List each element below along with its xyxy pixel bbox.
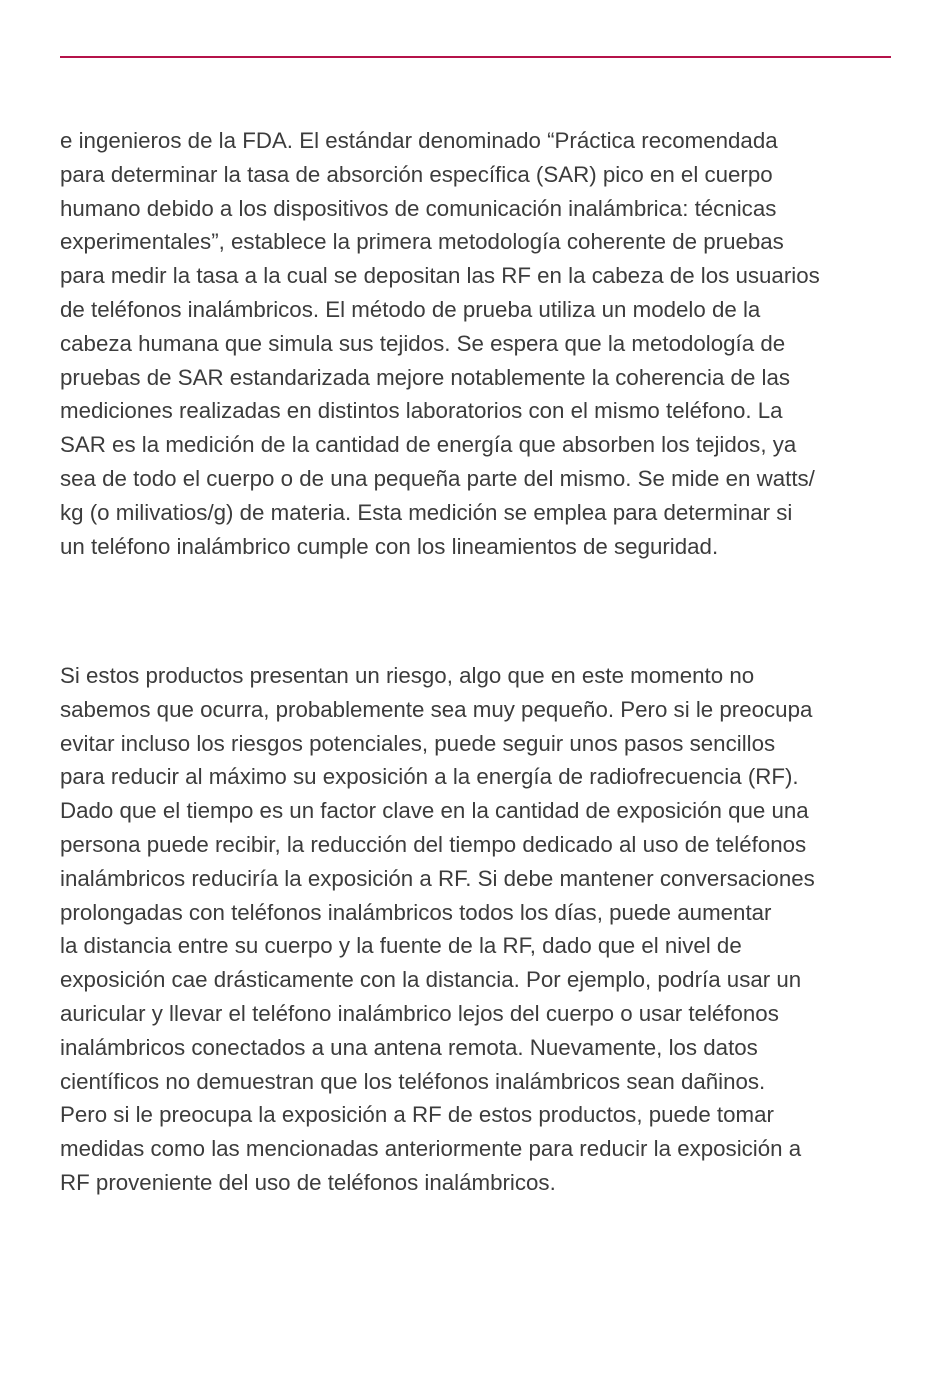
body-paragraph-sar-standard: e ingenieros de la FDA. El estándar denominado “Práctica recomendada para determinar la tasa de absorción específica (SAR) pico en el cuerpo humano debido a los dispositivos de comunicación inalámbrica: técnicas experimentales”, establece la primera metodología coherente de pruebas para medir la tasa a la cual se depositan las RF en la cabeza de los usuarios de teléfonos inalámbricos. El método de prueba utiliza un modelo de la cabeza humana que simula sus tejidos. Se espera que la metodología de pruebas de SAR estandarizada mejore notablemente la coherencia de las mediciones realizadas en distintos laboratorios con el mismo teléfono. La SAR es la medición de la cantidad de energía que absorben los tejidos, ya sea de todo el cuerpo o de una pequeña parte del mismo. Se mide en watts/ kg (o milivatios/g) de materia. Esta medición se emplea para determinar si un teléfono inalámbrico cumple con los lineamientos de seguridad. (60, 128, 820, 559)
body-paragraph-risk-reduction: Si estos productos presentan un riesgo, algo que en este momento no sabemos que ocurra, probablemente sea muy pequeño. Pero si le preocupa evitar incluso los riesgos potenciales, puede seguir unos pasos sencillos para reducir al máximo su exposición a la energía de radiofrecuencia (RF). Dado que el tiempo es un factor clave en la cantidad de exposición que una persona puede recibir, la reducción del tiempo dedicado al uso de teléfonos inalámbricos reduciría la exposición a RF. Si debe mantener conversaciones prolongadas con teléfonos inalámbricos todos los días, puede aumentar la distancia entre su cuerpo y la fuente de la RF, dado que el nivel de exposición cae drásticamente con la distancia. Por ejemplo, podría usar un auricular y llevar el teléfono inalámbrico lejos del cuerpo o usar teléfonos inalámbricos conectados a una antena remota. Nuevamente, los datos científicos no demuestran que los teléfonos inalámbricos sean dañinos. Pero si le preocupa la exposición a RF de estos productos, puede tomar medidas como las mencionadas anteriormente para reducir la exposición a RF proveniente del uso de teléfonos inalámbricos. (60, 663, 815, 1195)
header-rule (60, 56, 891, 58)
